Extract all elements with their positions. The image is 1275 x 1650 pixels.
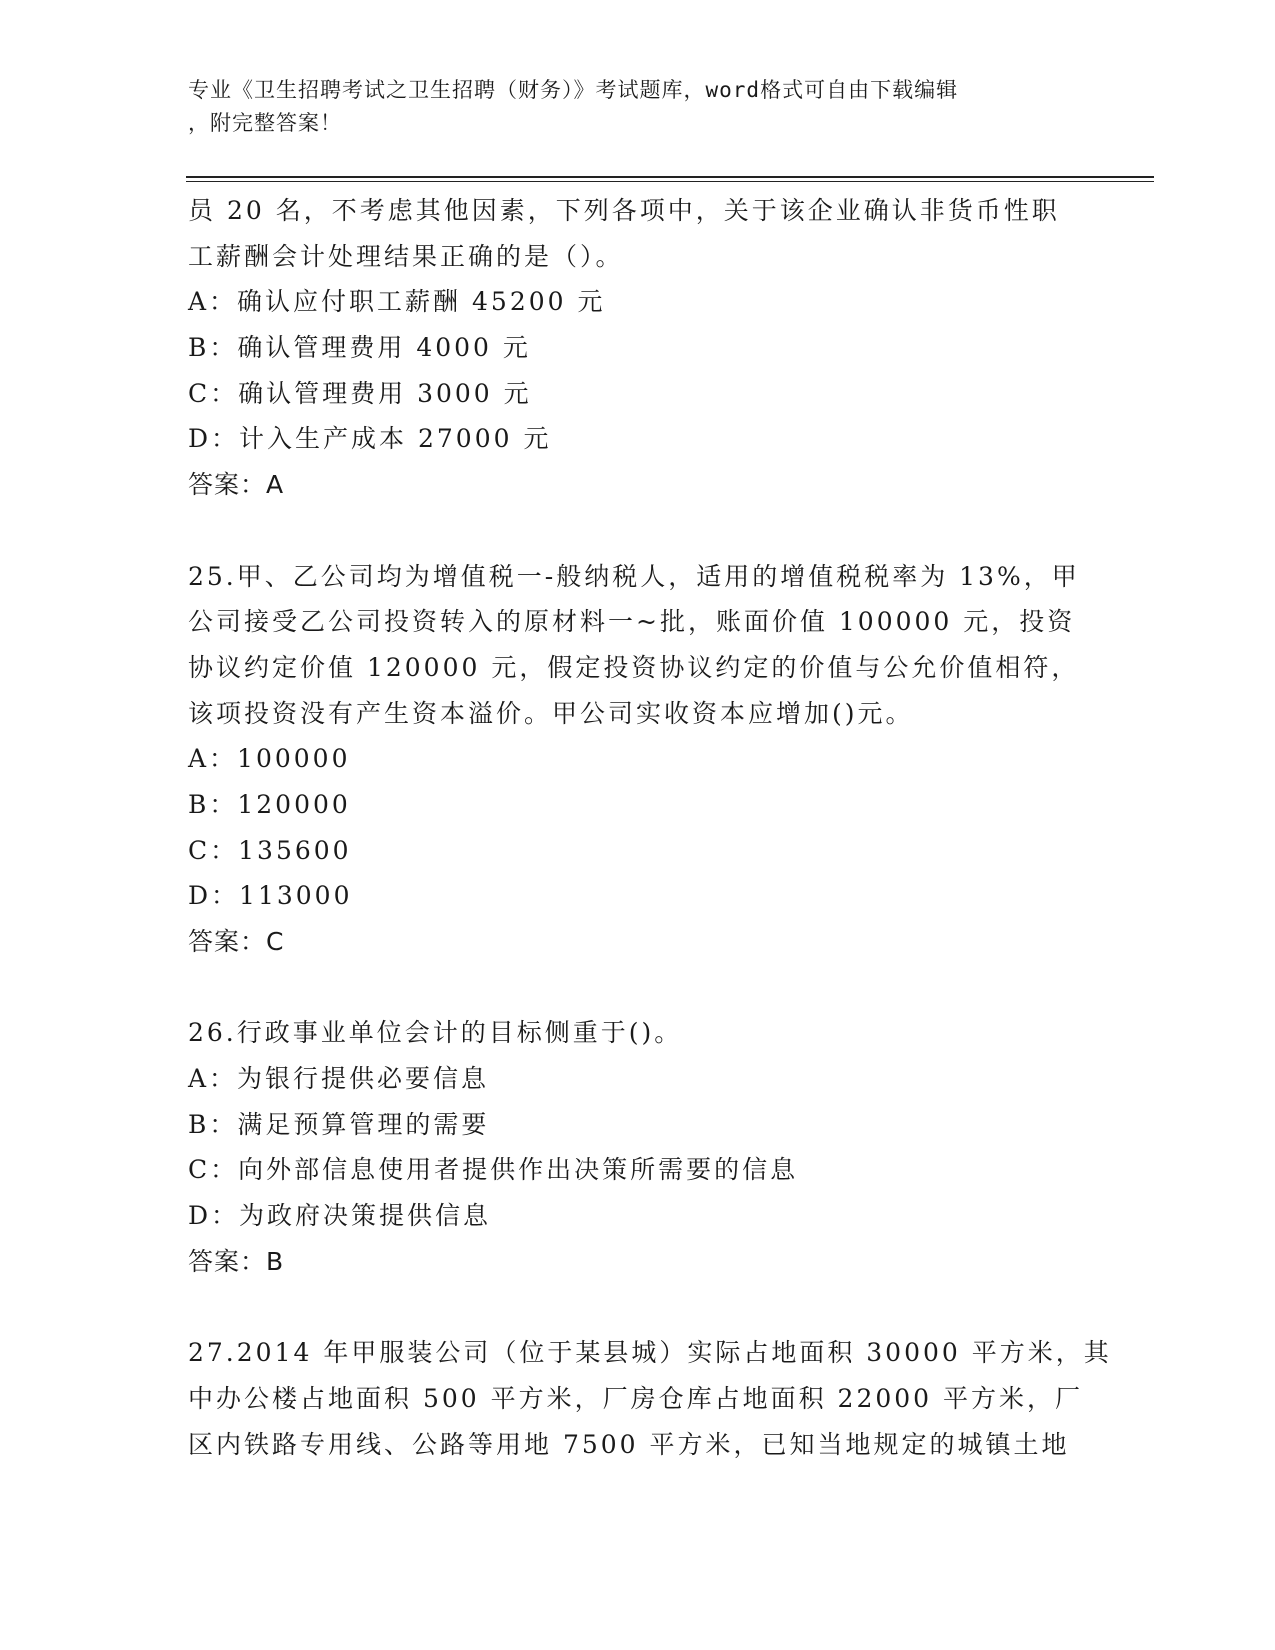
question-stem-line: 中办公楼占地面积 500 平方米，厂房仓库占地面积 22000 平方米，厂 (188, 1383, 1084, 1413)
answer-line: 答案：C (188, 927, 285, 956)
question-stem-line: 该项投资没有产生资本溢价。甲公司实收资本应增加()元。 (188, 698, 914, 728)
option-b: B：120000 (188, 789, 351, 819)
question-list (188, 188, 1112, 1467)
spacer (188, 1285, 1088, 1331)
option-b: B：满足预算管理的需要 (188, 1109, 490, 1139)
option-a: A：为银行提供必要信息 (188, 1064, 490, 1094)
question-stem-line: 公司接受乙公司投资转入的原材料一~批，账面价值 100000 元，投资 (188, 607, 1076, 637)
spacer (188, 508, 1088, 554)
option-d: D：113000 (188, 881, 353, 911)
question-block-continued (188, 188, 1088, 508)
option-a: A：100000 (188, 744, 351, 774)
document-header (188, 74, 1088, 140)
header-line-2: ，附完整答案！ (188, 111, 342, 135)
option-c: C：确认管理费用 3000 元 (188, 378, 532, 408)
question-stem-line: 区内铁路专用线、公路等用地 7500 平方米，已知当地规定的城镇土地 (188, 1429, 1070, 1459)
option-c: C：向外部信息使用者提供作出决策所需要的信息 (188, 1155, 799, 1185)
option-b: B：确认管理费用 4000 元 (188, 333, 531, 363)
question-stem-line: 25.甲、乙公司均为增值税一-般纳税人，适用的增值税税率为 13%，甲 (188, 561, 1080, 591)
option-d: D：为政府决策提供信息 (188, 1201, 492, 1231)
question-block-26 (188, 1010, 1088, 1284)
question-stem-line: 工薪酬会计处理结果正确的是（）。 (188, 241, 624, 271)
header-divider-thick (186, 176, 1154, 178)
question-block-25 (188, 554, 1088, 965)
question-stem-line: 员 20 名，不考虑其他因素，下列各项中，关于该企业确认非货币性职 (188, 196, 1060, 225)
spacer (188, 965, 1088, 1011)
option-c: C：135600 (188, 835, 352, 865)
question-stem-line: 协议约定价值 120000 元，假定投资协议约定的价值与公允价值相符， (188, 652, 1080, 682)
question-stem-line: 27.2014 年甲服装公司（位于某县城）实际占地面积 30000 平方米，其 (188, 1338, 1112, 1368)
answer-line: 答案：B (188, 1246, 285, 1276)
question-stem-line: 26.行政事业单位会计的目标侧重于()。 (188, 1018, 683, 1048)
header-divider-thin (186, 181, 1154, 182)
option-a: A：确认应付职工薪酬 45200 元 (188, 287, 606, 317)
question-block-27 (188, 1330, 1112, 1467)
header-line-1: 专业《卫生招聘考试之卫生招聘（财务）》考试题库，word格式可自由下载编辑 (188, 78, 959, 102)
option-d: D：计入生产成本 27000 元 (188, 424, 552, 454)
answer-line: 答案：A (188, 470, 285, 500)
